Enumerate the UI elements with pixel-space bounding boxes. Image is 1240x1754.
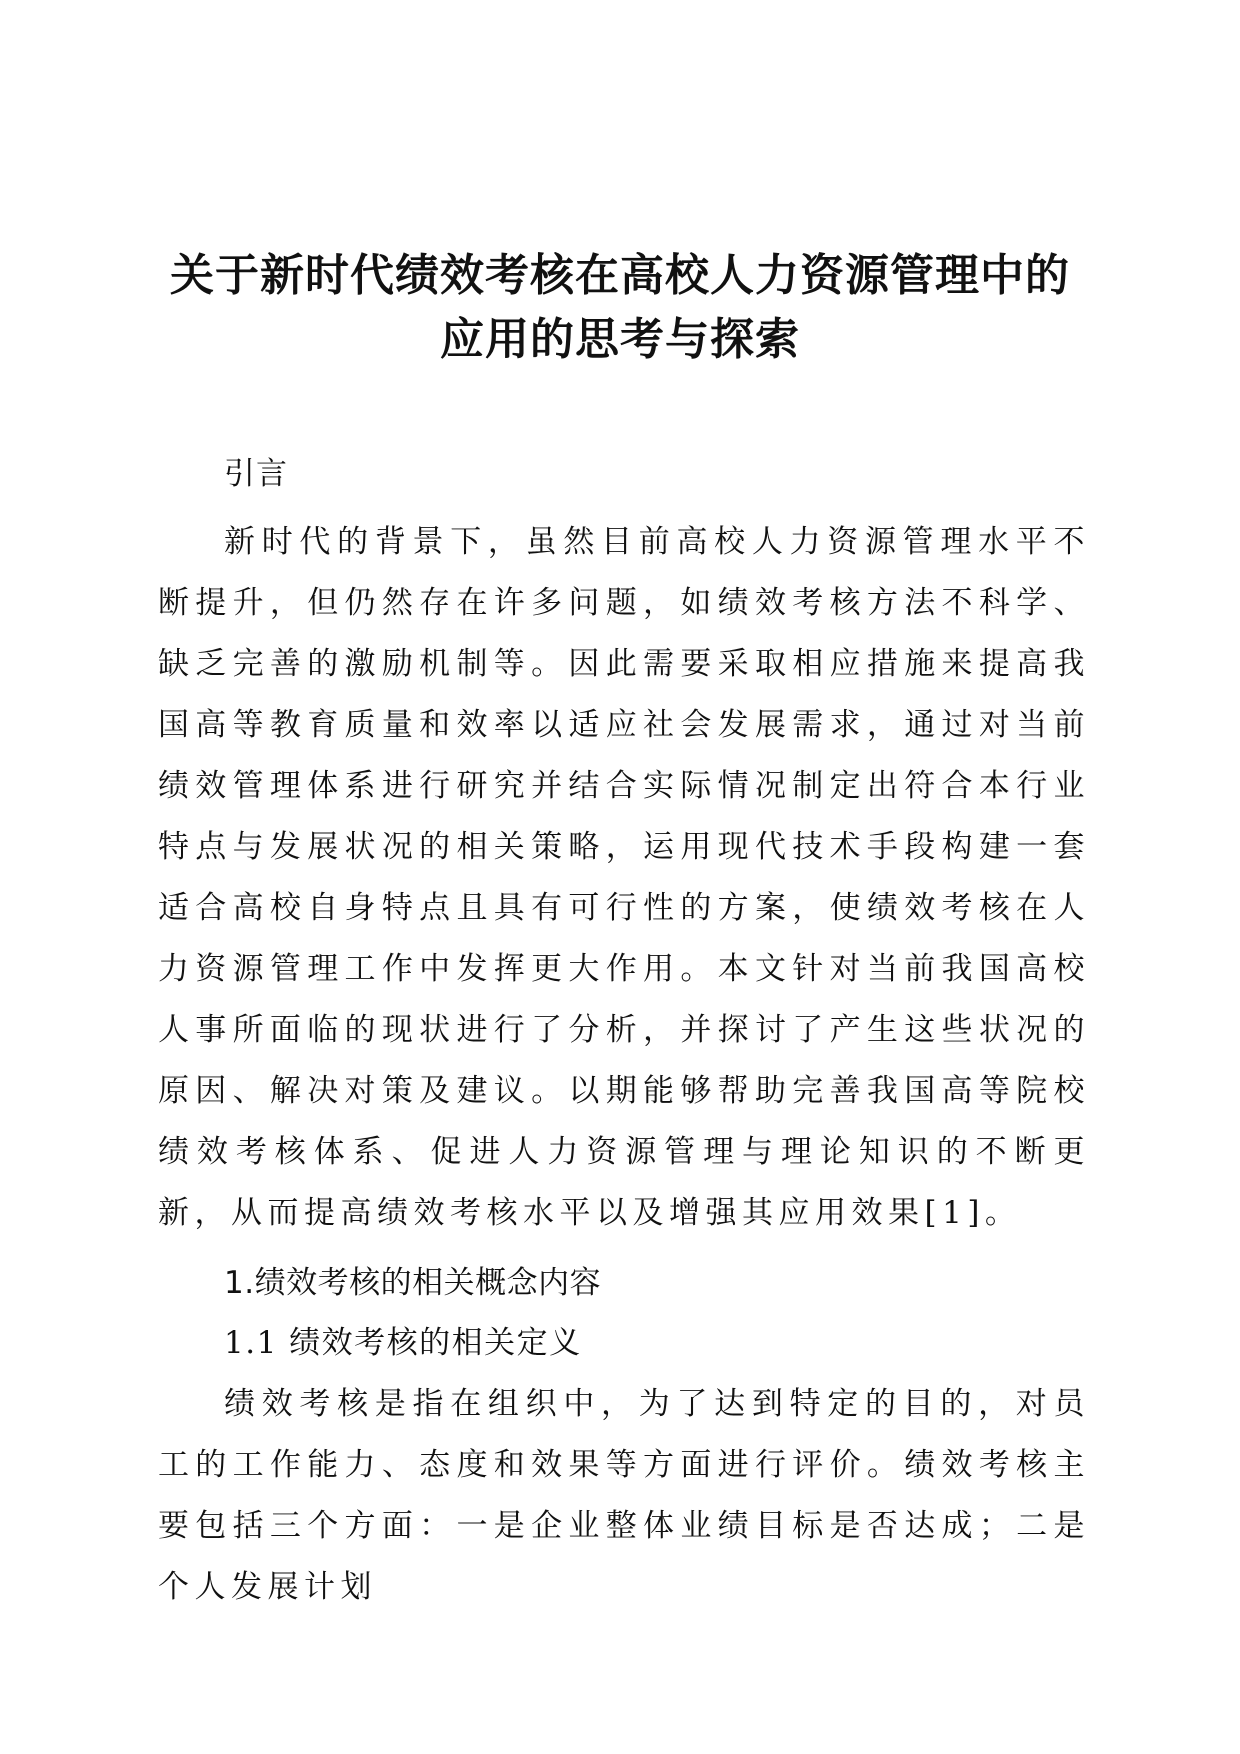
intro-paragraph: 新时代的背景下，虽然目前高校人力资源管理水平不断提升，但仍然存在许多问题，如绩效考核方法不科学、缺乏完善的激励机制等。因此需要采取相应措施来提高我国高等教育质量和效率以适应社会发展需求，通过对当前绩效管理体系进行研究并结合实际情况制定出符合本行业特点与发展状况的相关策略，运用现代技术手段构建一套适合高校自身特点且具有可行性的方案，使绩效考核在人力资源管理工作中发挥更大作用。本文针对当前我国高校人事所面临的现状进行了分析，并探讨了产生这些状况的原因、解决对策及建议。以期能够帮助完善我国高等院校绩效考核体系、促进人力资源管理与理论知识的不断更新，从而提高绩效考核水平以及增强其应用效果[1]。 <box>158 524 1090 1231</box>
document-title <box>150 244 1090 372</box>
title-line-1: 关于新时代绩效考核在高校人力资源管理中的 <box>170 250 1070 301</box>
document-body <box>158 450 1090 1618</box>
section-1-1-heading: 1.1 绩效考核的相关定义 <box>224 1325 582 1361</box>
section-1-1-paragraph: 绩效考核是指在组织中，为了达到特定的目的，对员工的工作能力、态度和效果等方面进行评价。绩效考核主要包括三个方面：一是企业整体业绩目标是否达成；二是个人发展计划 <box>158 1386 1090 1605</box>
intro-heading: 引言 <box>224 456 288 492</box>
title-line-2: 应用的思考与探索 <box>440 314 800 365</box>
section-1-heading: 1.绩效考核的相关概念内容 <box>224 1265 602 1301</box>
